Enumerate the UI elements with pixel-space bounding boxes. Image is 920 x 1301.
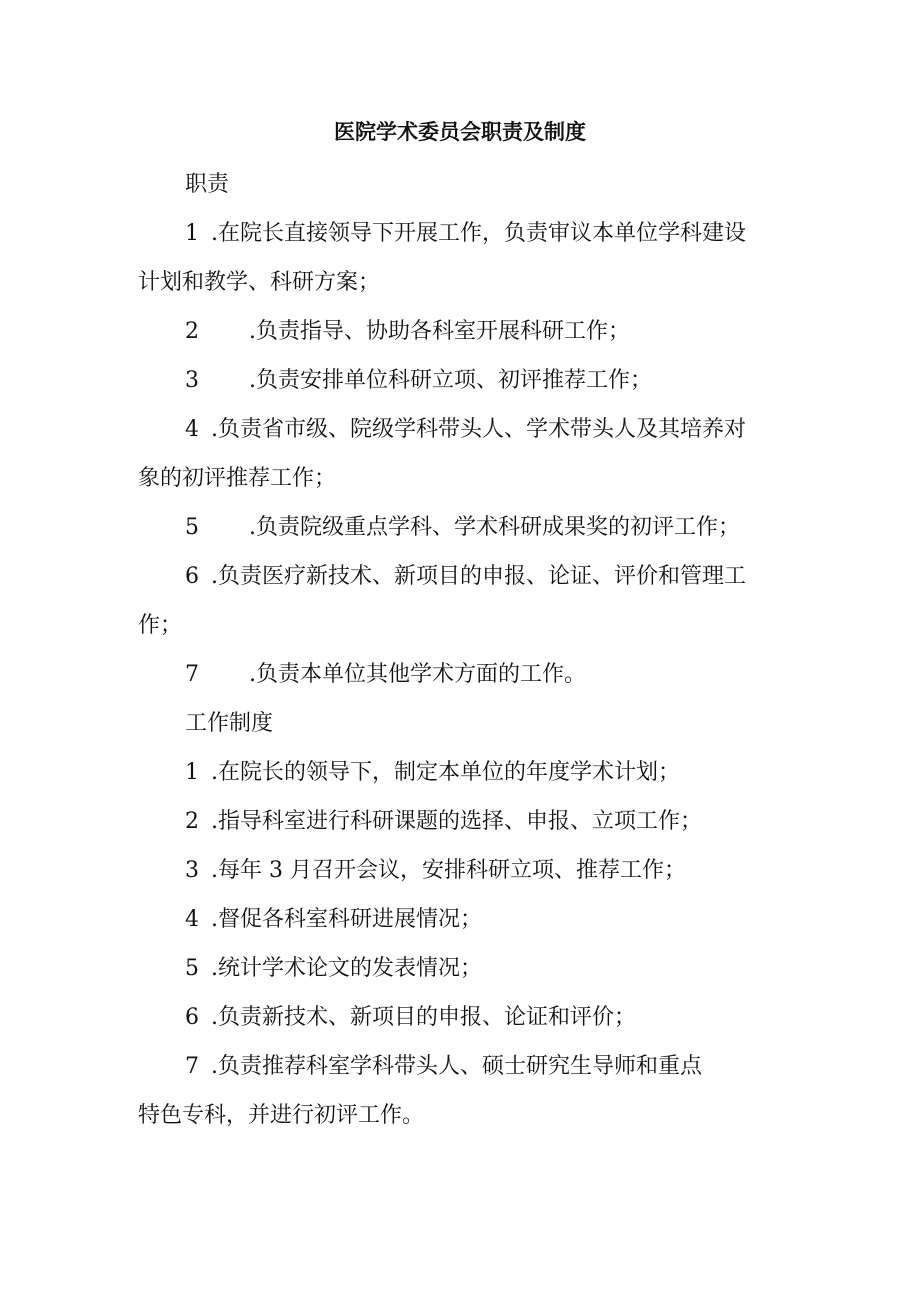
list-item-line <box>138 650 798 699</box>
item-number: 7 <box>185 662 199 687</box>
section-heading: 工作制度 <box>185 711 274 736</box>
section-heading: 职责 <box>185 172 230 197</box>
item-number: 4 <box>185 907 199 932</box>
list-item-line <box>138 797 798 846</box>
item-text: 作； <box>138 613 183 638</box>
list-item-line <box>138 209 798 258</box>
list-item-line <box>138 748 798 797</box>
item-number: 3 <box>185 858 199 883</box>
list-item-line <box>138 601 798 650</box>
list-item-line <box>138 258 798 307</box>
item-number: 6 <box>185 1005 199 1030</box>
list-item-line <box>138 454 798 503</box>
item-text: .负责推荐科室学科带头人、硕士研究生导师和重点 <box>211 1054 702 1079</box>
list-item-line <box>138 944 798 993</box>
item-text: .在院长的领导下，制定本单位的年度学术计划； <box>211 760 680 785</box>
item-text: .每年 3 月召开会议，安排科研立项、推荐工作； <box>211 858 686 883</box>
list-item-line <box>138 356 798 405</box>
item-text: .指导科室进行科研课题的选择、申报、立项工作； <box>211 809 702 834</box>
item-number: 1 <box>185 760 199 785</box>
item-number: 4 <box>185 417 199 442</box>
item-text: 特色专科，并进行初评工作。 <box>138 1103 425 1128</box>
list-item-line <box>138 405 798 454</box>
item-number: 6 <box>185 564 199 589</box>
item-text: .负责指导、协助各科室开展科研工作； <box>249 319 630 344</box>
list-item-line <box>138 1091 798 1140</box>
item-text: .负责院级重点学科、学术科研成果奖的初评工作； <box>249 515 740 540</box>
item-text: .负责安排单位科研立项、初评推荐工作； <box>249 368 652 393</box>
document-body <box>138 160 798 1140</box>
item-text: .负责本单位其他学术方面的工作。 <box>249 662 586 687</box>
item-number: 5 <box>185 515 199 540</box>
item-number: 2 <box>185 319 199 344</box>
item-number: 7 <box>185 1054 199 1079</box>
item-number: 5 <box>185 956 199 981</box>
item-text: 象的初评推荐工作； <box>138 466 337 491</box>
item-text: .统计学术论文的发表情况； <box>211 956 482 981</box>
list-item-line <box>138 552 798 601</box>
item-number: 1 <box>185 221 199 246</box>
document-title: 医院学术委员会职责及制度 <box>334 120 586 144</box>
list-item-line <box>138 503 798 552</box>
item-text: 计划和教学、科研方案； <box>138 270 381 295</box>
item-number: 2 <box>185 809 199 834</box>
list-item-line <box>138 846 798 895</box>
list-item-line <box>138 895 798 944</box>
list-item-line <box>138 993 798 1042</box>
item-text: .在院长直接领导下开展工作，负责审议本单位学科建设 <box>211 221 746 246</box>
list-item-line <box>138 1042 798 1091</box>
item-text: .负责省市级、院级学科带头人、学术带头人及其培养对 <box>211 417 746 442</box>
item-text: .负责新技术、新项目的申报、论证和评价； <box>211 1005 636 1030</box>
item-text: .督促各科室科研进展情况； <box>211 907 482 932</box>
item-number: 3 <box>185 368 199 393</box>
list-item-line <box>138 307 798 356</box>
item-text: .负责医疗新技术、新项目的申报、论证、评价和管理工 <box>211 564 746 589</box>
